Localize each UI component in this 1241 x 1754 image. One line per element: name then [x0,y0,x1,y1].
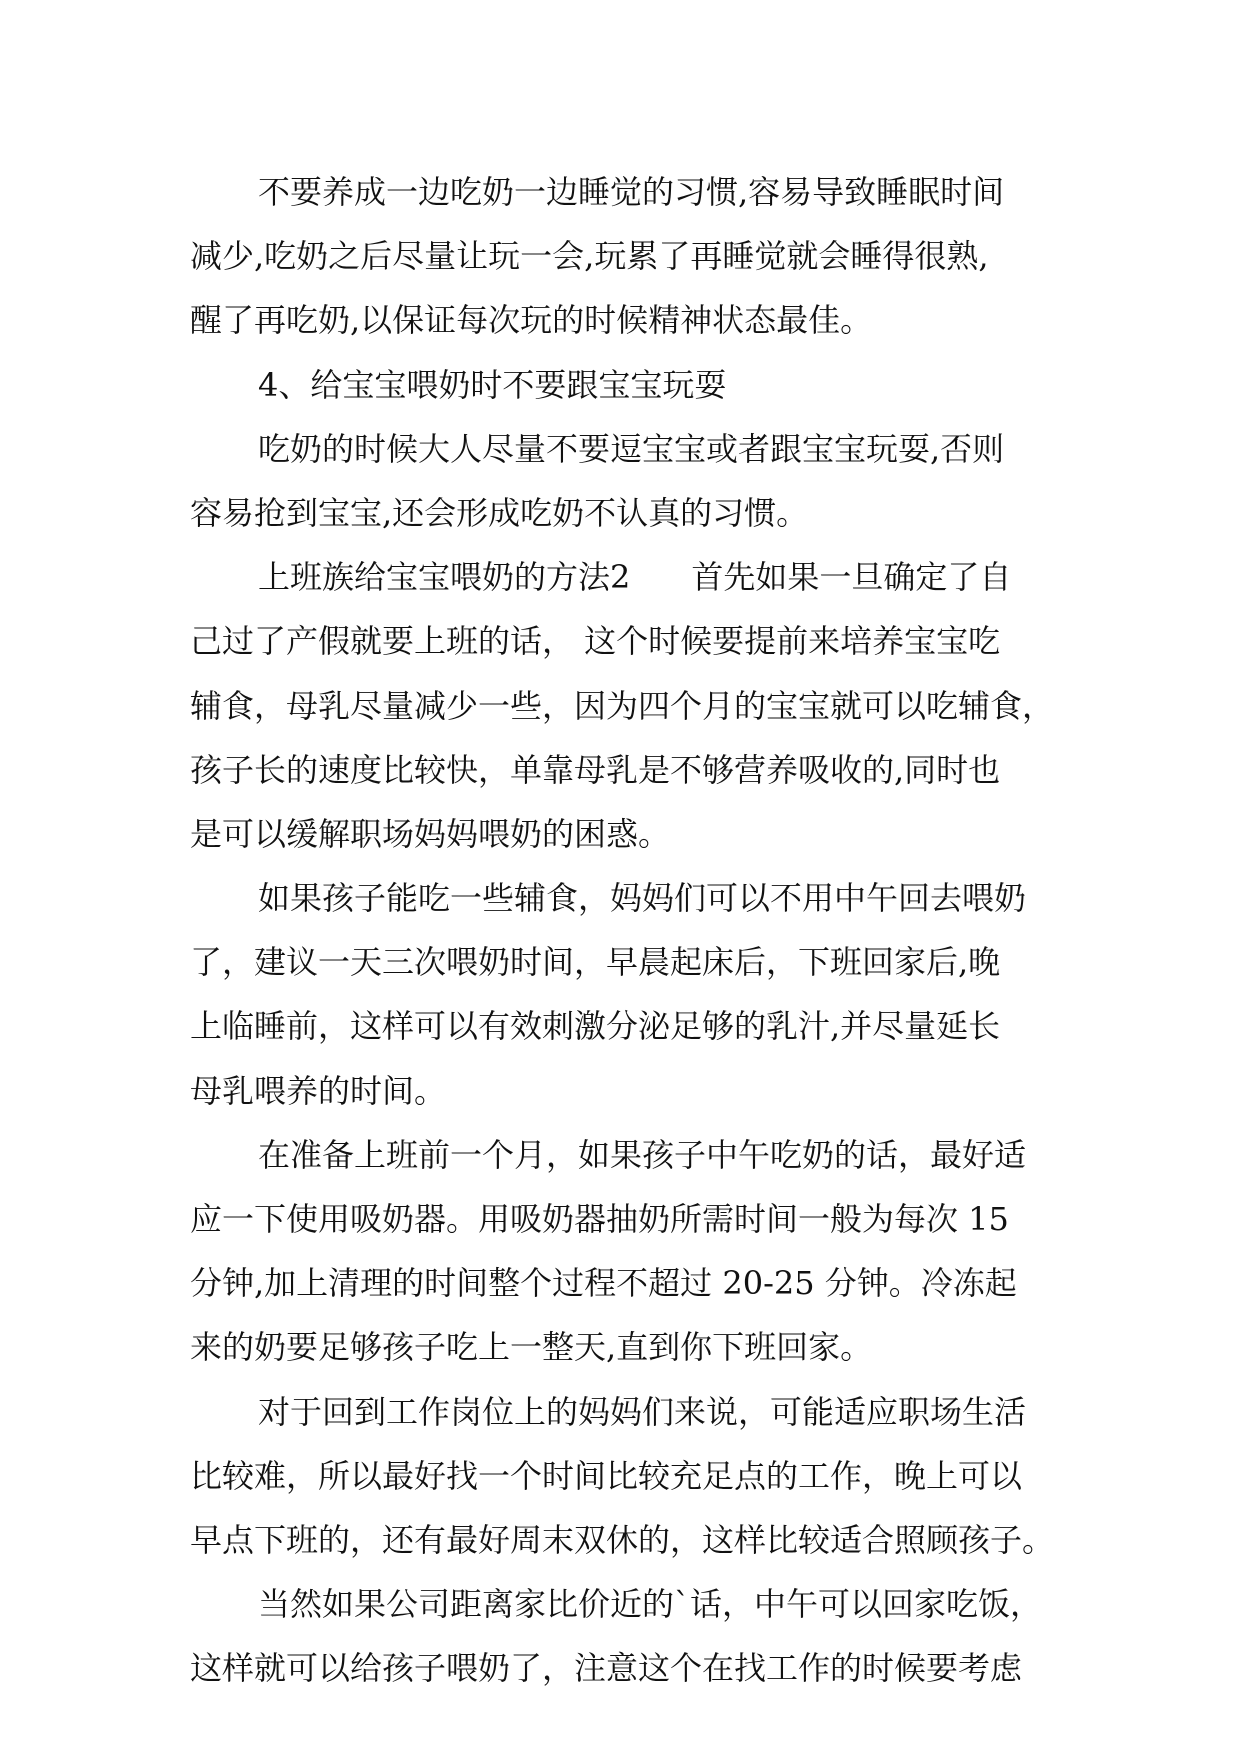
paragraph-line: 分钟,加上清理的时间整个过程不超过 20-25 分钟。冷冻起 [190,1264,1017,1303]
paragraph-line: 上临睡前，这样可以有效刺激分泌足够的乳汁,并尽量延长 [190,1007,1001,1046]
paragraph-line: 如果孩子能吃一些辅食，妈妈们可以不用中午回去喂奶 [258,879,1027,918]
paragraph-line: 当然如果公司距离家比价近的`话，中午可以回家吃饭， [258,1585,1043,1624]
paragraph-line: 醒了再吃奶,以保证每次玩的时候精神状态最佳。 [190,301,873,340]
paragraph-line: 己过了产假就要上班的话， 这个时候要提前来培养宝宝吃 [190,622,1001,661]
paragraph-line: 应一下使用吸奶器。用吸奶器抽奶所需时间一般为每次 15 [190,1200,1009,1238]
paragraph-line: 是可以缓解职场妈妈喂奶的困惑。 [190,814,671,853]
paragraph-line: 不要养成一边吃奶一边睡觉的习惯,容易导致睡眠时间 [258,173,1005,211]
paragraph-line: 减少,吃奶之后尽量让玩一会,玩累了再睡觉就会睡得很熟, [190,237,989,276]
paragraph-line: 在准备上班前一个月，如果孩子中午吃奶的话，最好适 [258,1135,1027,1174]
paragraph-line: 比较难，所以最好找一个时间比较充足点的工作，晚上可以 [190,1456,1023,1495]
paragraph-line: 上班族给宝宝喂奶的方法2 首先如果一旦确定了自 [258,558,1012,597]
paragraph-line: 辅食，母乳尽量减少一些，因为四个月的宝宝就可以吃辅食， [190,686,1055,725]
paragraph-line: 来的奶要足够孩子吃上一整天,直到你下班回家。 [190,1328,873,1367]
paragraph-line: 早点下班的，还有最好周末双休的，这样比较适合照顾孩子。 [190,1520,1055,1559]
paragraph-line: 孩子长的速度比较快，单靠母乳是不够营养吸收的,同时也 [190,750,1001,789]
paragraph-line: 对于回到工作岗位上的妈妈们来说，可能适应职场生活 [258,1392,1027,1431]
paragraph-line: 了，建议一天三次喂奶时间，早晨起床后，下班回家后,晚 [190,943,1001,982]
paragraph-line: 母乳喂养的时间。 [190,1071,447,1110]
paragraph-line: 吃奶的时候大人尽量不要逗宝宝或者跟宝宝玩耍,否则 [258,429,1005,468]
paragraph-line: 容易抢到宝宝,还会形成吃奶不认真的习惯。 [190,493,809,532]
paragraph-line: 这样就可以给孩子喂奶了，注意这个在找工作的时候要考虑 [190,1649,1023,1688]
document-body [190,160,1060,1701]
section-heading: 4、给宝宝喂奶时不要跟宝宝玩耍 [258,365,727,404]
